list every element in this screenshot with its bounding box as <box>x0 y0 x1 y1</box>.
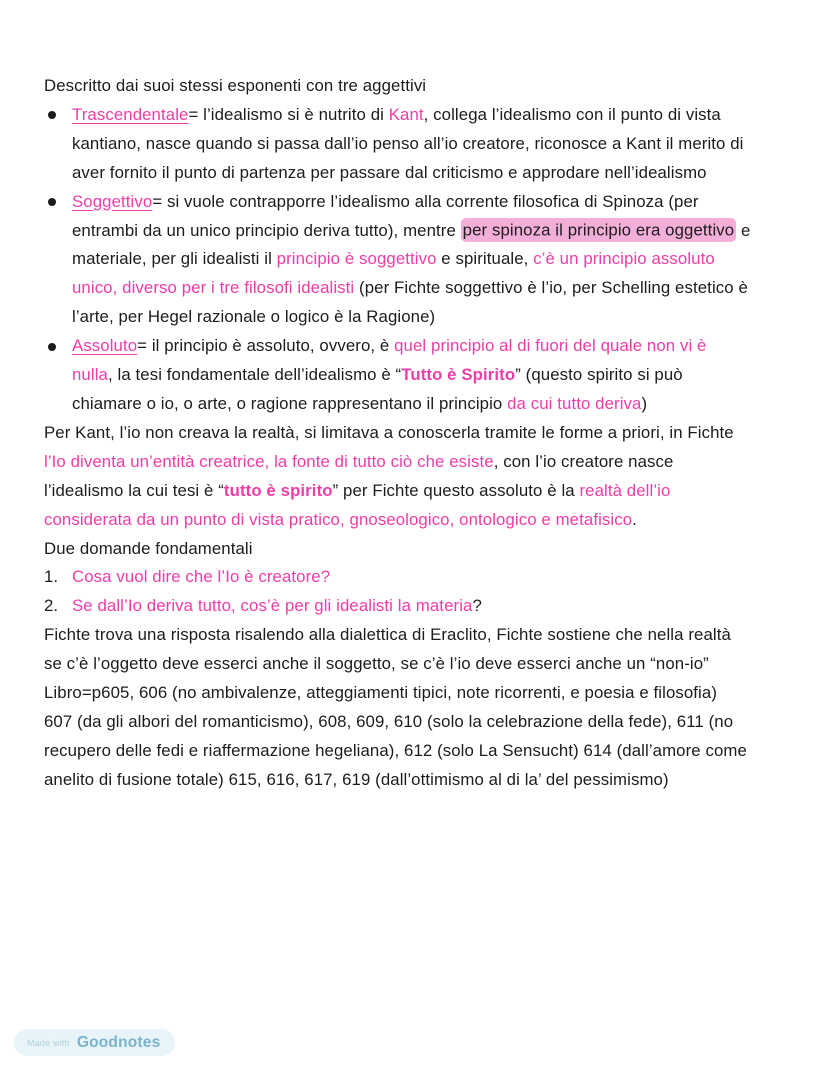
text-block <box>44 101 800 188</box>
text-block <box>44 535 800 564</box>
text-segment-pink: unico, diverso per i tre filosofi idealisti <box>72 278 360 298</box>
goodnotes-badge[interactable] <box>14 1029 175 1056</box>
text-block <box>44 188 800 333</box>
text-line <box>44 506 800 535</box>
text-line <box>44 448 800 477</box>
text-segment: e <box>736 220 751 240</box>
text-segment: e spirituale, <box>436 249 534 269</box>
text-line <box>44 332 800 361</box>
list-number: 1. <box>44 567 59 587</box>
text-segment-pink-b: Tutto è Spirito <box>401 365 516 385</box>
text-line <box>44 245 800 274</box>
text-block <box>44 419 800 535</box>
bullet-icon <box>48 198 56 206</box>
text-segment: ) <box>641 393 648 413</box>
bullet-icon <box>48 111 56 119</box>
text-segment-pink: quel principio al di fuori del quale non vi è <box>394 336 707 356</box>
text-segment-pink: l’Io diventa un’entità creatrice, la fonte di tutto ciò che esiste <box>44 451 494 471</box>
text-segment-pink-u: Trascendentale <box>72 104 189 124</box>
text-segment: Descritto dai suoi stessi esponenti con tre aggettivi <box>44 76 427 95</box>
text-segment-pink-u: Assoluto <box>72 336 138 356</box>
text-segment: anelito di fusione totale) 615, 616, 617, 619 (dall’ottimismo al di la’ del pessimismo) <box>44 769 669 789</box>
text-segment: , la tesi fondamentale dell’idealismo è “ <box>107 365 402 385</box>
text-segment-pink: realtà dell’io <box>579 480 671 500</box>
text-block <box>44 332 800 419</box>
text-line <box>44 535 800 564</box>
text-line <box>44 390 800 419</box>
text-line <box>44 766 800 795</box>
text-line <box>44 650 800 679</box>
text-segment: aver fornito il punto di partenza per passare dal criticismo e approdare nell’idealismo <box>72 162 707 182</box>
text-line <box>44 477 800 506</box>
text-segment: l’arte, per Hegel razionale o logico è la Ragione) <box>72 307 436 327</box>
text-segment: Fichte trova una risposta risalendo alla dialettica di Eraclito, Fichte sostiene che nella realtà <box>44 625 731 645</box>
text-segment-hl: per spinoza il principio era oggettivo <box>461 218 737 242</box>
text-segment-pink: da cui tutto deriva <box>507 393 642 413</box>
goodnotes-logo-text: Goodnotes <box>76 1033 161 1051</box>
text-block <box>44 563 800 592</box>
text-segment-pink: Se dall’Io deriva tutto, cos’è per gli idealisti la materia <box>72 596 473 616</box>
text-segment: se c’è l’oggetto deve esserci anche il soggetto, se c’è l’io deve esserci anche un “non-io” <box>44 654 709 674</box>
text-segment: ? <box>472 596 482 616</box>
text-line <box>44 274 800 303</box>
text-line <box>44 159 800 188</box>
text-line <box>44 563 800 592</box>
text-segment-pink: c’è un principio assoluto <box>533 249 715 269</box>
text-segment: = si vuole contrapporre l’idealismo alla corrente filosofica di Spinoza (per <box>152 191 699 211</box>
text-segment: entrambi da un unico principio deriva tutto), mentre <box>72 220 461 240</box>
text-line <box>44 708 800 737</box>
text-segment-pink: principio è soggettivo <box>276 249 437 269</box>
text-segment: recupero delle fedi e riaffermazione hegeliana), 612 (solo La Sensucht) 614 (dall’amore come <box>44 740 747 760</box>
list-number: 2. <box>44 596 59 616</box>
text-block <box>44 679 800 795</box>
text-segment-pink-u: Soggettivo <box>72 191 153 211</box>
text-segment: , con l’io creatore nasce <box>493 451 674 471</box>
text-segment: Per Kant, l’io non creava la realtà, si limitava a conoscerla tramite le forme a priori, in Fichte <box>44 422 734 442</box>
bullet-icon <box>48 343 56 351</box>
text-segment: , collega l’idealismo con il punto di vista <box>423 104 721 124</box>
text-line <box>44 419 800 448</box>
text-segment: . <box>632 509 637 529</box>
text-segment-pink: nulla <box>72 365 108 385</box>
text-segment: kantiano, nasce quando si passa dall’io penso all’io creatore, riconosce a Kant il merito di <box>72 133 744 153</box>
text-segment: chiamare o io, o arte, o ragione rappresentano il principio <box>72 393 508 413</box>
text-line <box>44 592 800 621</box>
text-segment: l’idealismo la cui tesi è “ <box>44 480 224 500</box>
text-line <box>44 737 800 766</box>
text-line <box>44 101 800 130</box>
text-segment-pink: considerata da un punto di vista pratico, gnoseologico, ontologico e metafisico <box>44 509 633 529</box>
text-line <box>44 217 800 246</box>
text-segment-pink: Kant <box>388 104 424 124</box>
text-segment: (per Fichte soggettivo è l’io, per Schelling estetico è <box>359 278 748 298</box>
text-segment-pink: Cosa vuol dire che l’Io è creatore? <box>72 567 331 587</box>
text-segment-pink-b: tutto è spirito <box>223 480 333 500</box>
text-line <box>44 679 800 708</box>
text-segment: materiale, per gli idealisti il <box>72 249 277 269</box>
text-segment: Libro=p605, 606 (no ambivalenze, atteggiamenti tipici, note ricorrenti, e poesia e filosofia) <box>44 683 718 703</box>
text-segment: = l’idealismo si è nutrito di <box>188 104 389 124</box>
made-with-label: Made with <box>27 1037 70 1048</box>
text-line <box>44 361 800 390</box>
text-line <box>44 621 800 650</box>
text-block <box>44 592 800 621</box>
note-content <box>44 72 800 795</box>
text-block <box>44 72 800 101</box>
text-segment: Due domande fondamentali <box>44 538 253 558</box>
text-line <box>44 303 800 332</box>
text-line <box>44 188 800 217</box>
text-line <box>44 72 800 101</box>
text-segment: 607 (da gli albori del romanticismo), 608, 609, 610 (solo la celebrazione della fede), 611 (no <box>44 711 734 731</box>
text-segment: ” (questo spirito si può <box>515 365 683 385</box>
text-segment: = il principio è assoluto, ovvero, è <box>137 336 395 356</box>
text-segment: ” per Fichte questo assoluto è la <box>332 480 580 500</box>
text-block <box>44 621 800 679</box>
text-line <box>44 130 800 159</box>
